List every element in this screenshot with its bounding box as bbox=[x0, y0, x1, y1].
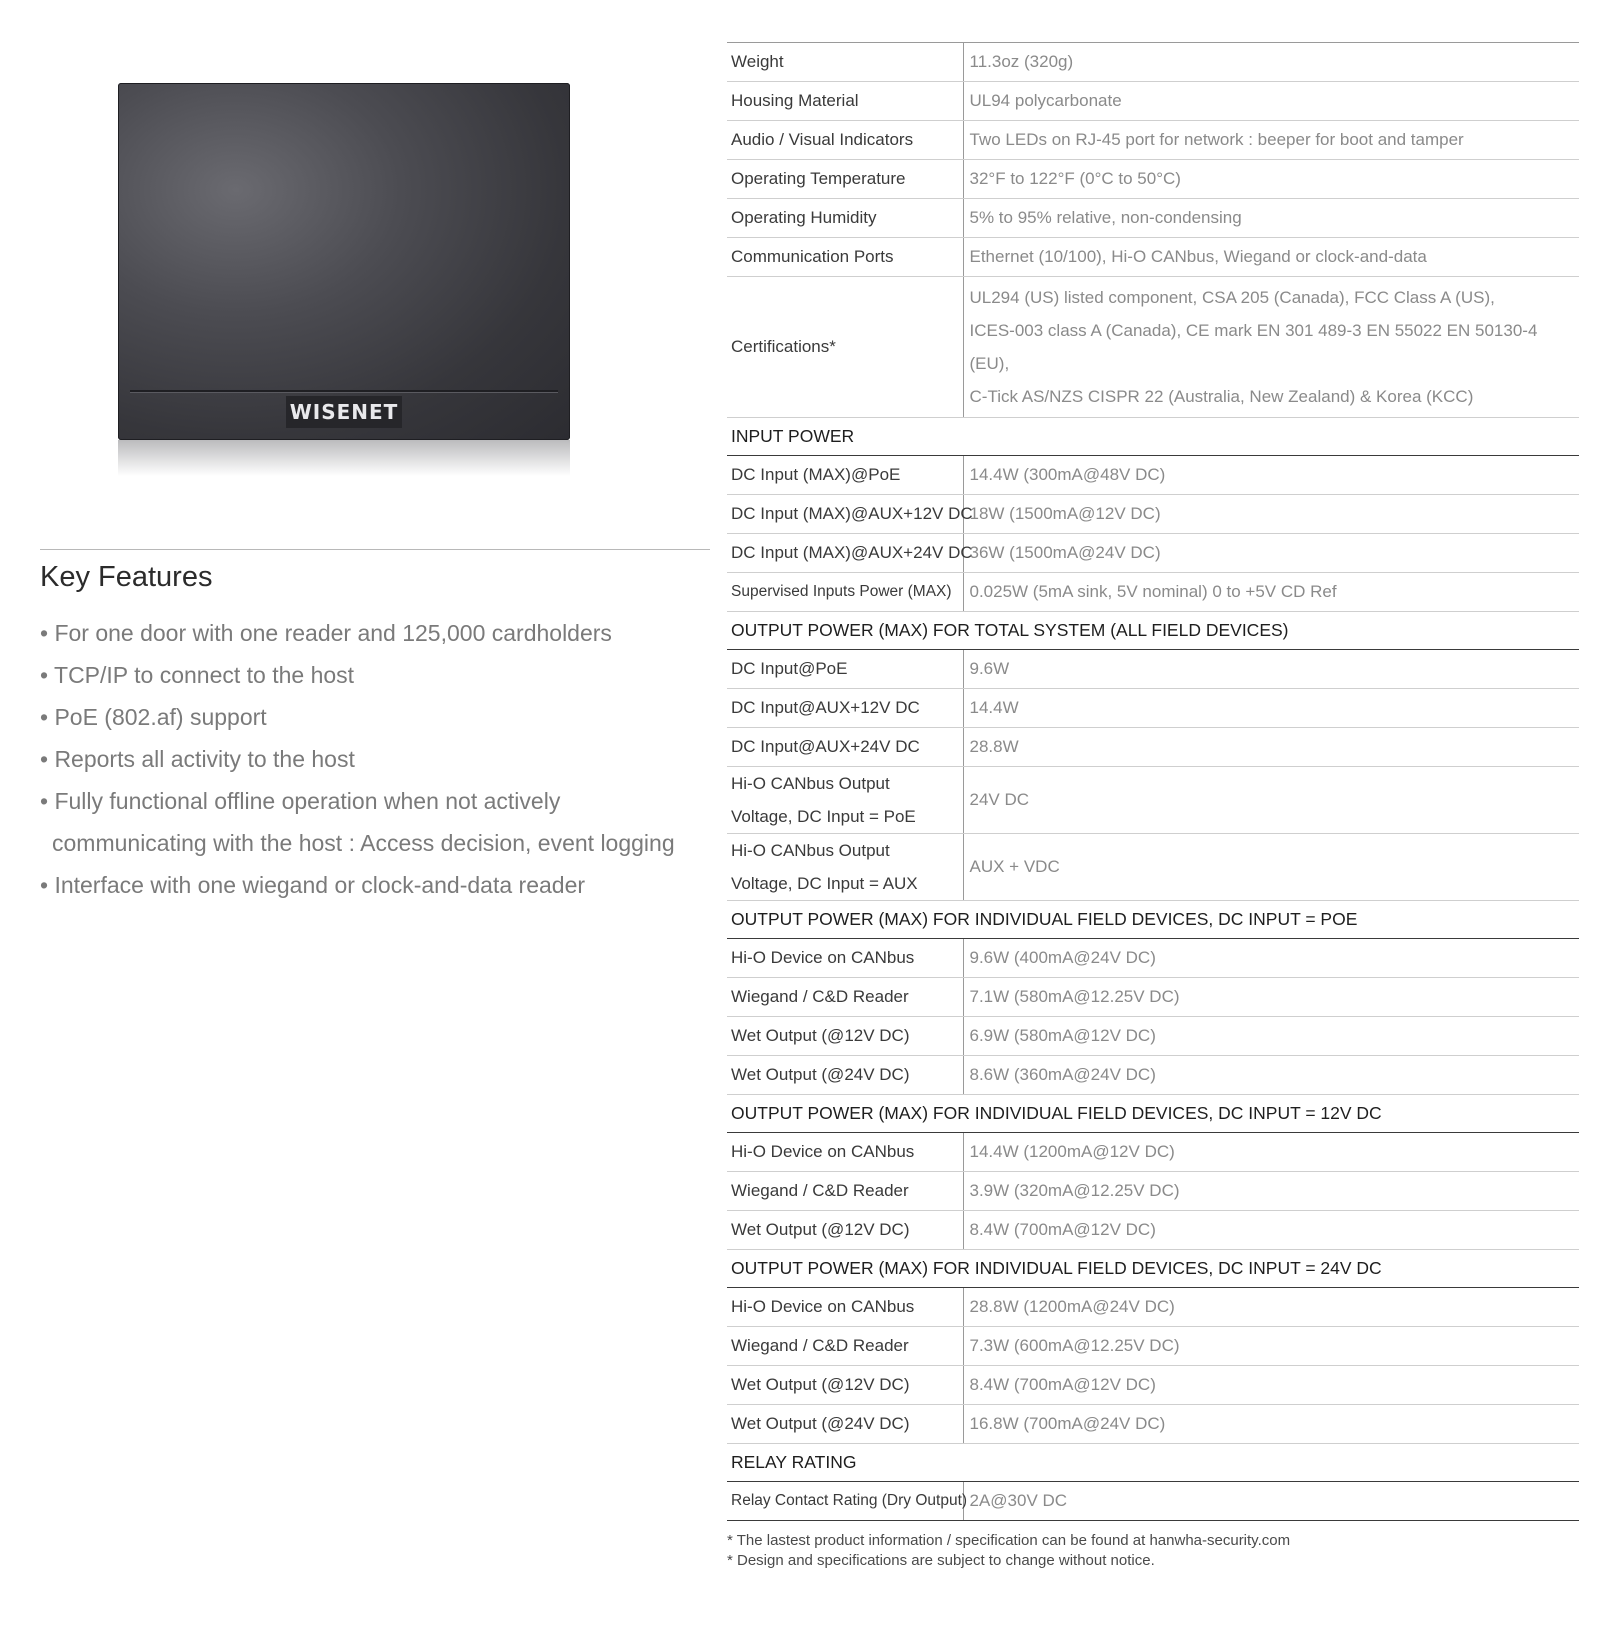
spec-value: 28.8W bbox=[963, 728, 1579, 767]
spec-label: Housing Material bbox=[727, 82, 963, 121]
spec-value: 5% to 95% relative, non-condensing bbox=[963, 199, 1579, 238]
section-title: INPUT POWER bbox=[727, 418, 1579, 456]
left-column bbox=[40, 0, 710, 1632]
spec-value: 8.6W (360mA@24V DC) bbox=[963, 1056, 1579, 1095]
table-row bbox=[727, 1211, 1579, 1250]
section-header-row bbox=[727, 901, 1579, 939]
spec-label: Wiegand / C&D Reader bbox=[727, 1172, 963, 1211]
spec-value: 2A@30V DC bbox=[963, 1482, 1579, 1521]
spec-value: 9.6W bbox=[963, 650, 1579, 689]
table-row bbox=[727, 1366, 1579, 1405]
spec-label: Relay Contact Rating (Dry Output) bbox=[727, 1482, 963, 1521]
spec-label: Wiegand / C&D Reader bbox=[727, 978, 963, 1017]
spec-value: 14.4W (1200mA@12V DC) bbox=[963, 1133, 1579, 1172]
table-row bbox=[727, 238, 1579, 277]
section-header-row bbox=[727, 612, 1579, 650]
spec-table bbox=[727, 42, 1579, 1521]
section-title: RELAY RATING bbox=[727, 1444, 1579, 1482]
spec-value: 11.3oz (320g) bbox=[963, 43, 1579, 82]
spec-value: 28.8W (1200mA@24V DC) bbox=[963, 1288, 1579, 1327]
cert-line: C-Tick AS/NZS CISPR 22 (Australia, New Zealand) & Korea (KCC) bbox=[969, 387, 1474, 406]
spec-label: Operating Humidity bbox=[727, 199, 963, 238]
spec-label: Audio / Visual Indicators bbox=[727, 121, 963, 160]
spec-label bbox=[727, 834, 963, 901]
section-title: OUTPUT POWER (MAX) FOR INDIVIDUAL FIELD DEVICES, DC INPUT = 24V DC bbox=[727, 1250, 1579, 1288]
spec-value: 18W (1500mA@12V DC) bbox=[963, 495, 1579, 534]
key-features-title: Key Features bbox=[40, 561, 213, 593]
spec-label: Supervised Inputs Power (MAX) bbox=[727, 573, 963, 612]
section-header-row bbox=[727, 1444, 1579, 1482]
spec-label: Wiegand / C&D Reader bbox=[727, 1327, 963, 1366]
cert-line: UL294 (US) listed component, CSA 205 (Canada), FCC Class A (US), bbox=[969, 288, 1495, 307]
table-row bbox=[727, 1288, 1579, 1327]
section-header-row bbox=[727, 1250, 1579, 1288]
table-row bbox=[727, 834, 1579, 901]
spec-label: Wet Output (@24V DC) bbox=[727, 1405, 963, 1444]
table-row bbox=[727, 689, 1579, 728]
spec-label: Communication Ports bbox=[727, 238, 963, 277]
table-row bbox=[727, 1327, 1579, 1366]
label-line: Hi-O CANbus Output bbox=[731, 841, 890, 860]
spec-label: Weight bbox=[727, 43, 963, 82]
section-title: OUTPUT POWER (MAX) FOR TOTAL SYSTEM (ALL FIELD DEVICES) bbox=[727, 612, 1579, 650]
label-line: Voltage, DC Input = AUX bbox=[731, 874, 918, 893]
table-row bbox=[727, 495, 1579, 534]
table-row bbox=[727, 1133, 1579, 1172]
spec-label: Hi-O Device on CANbus bbox=[727, 939, 963, 978]
table-row bbox=[727, 1056, 1579, 1095]
table-row bbox=[727, 82, 1579, 121]
wisenet-logo: WISENET bbox=[286, 396, 402, 428]
table-row bbox=[727, 277, 1579, 418]
feature-item: • For one door with one reader and 125,000 cardholders bbox=[40, 620, 612, 646]
feature-item: • PoE (802.af) support bbox=[40, 704, 267, 730]
feature-item: • TCP/IP to connect to the host bbox=[40, 662, 355, 688]
spec-value: 7.3W (600mA@12.25V DC) bbox=[963, 1327, 1579, 1366]
table-row bbox=[727, 1482, 1579, 1521]
spec-value: 36W (1500mA@24V DC) bbox=[963, 534, 1579, 573]
spec-label: Hi-O Device on CANbus bbox=[727, 1288, 963, 1327]
feature-item: • Reports all activity to the host bbox=[40, 746, 355, 772]
spec-value bbox=[963, 277, 1579, 418]
section-title: OUTPUT POWER (MAX) FOR INDIVIDUAL FIELD DEVICES, DC INPUT = POE bbox=[727, 901, 1579, 939]
spec-label: DC Input (MAX)@AUX+12V DC bbox=[727, 495, 963, 534]
footnotes bbox=[727, 1531, 1579, 1571]
table-row bbox=[727, 939, 1579, 978]
label-line: Hi-O CANbus Output bbox=[731, 774, 890, 793]
spec-value: 3.9W (320mA@12.25V DC) bbox=[963, 1172, 1579, 1211]
spec-value: Ethernet (10/100), Hi-O CANbus, Wiegand or clock-and-data bbox=[963, 238, 1579, 277]
feature-item: • Fully functional offline operation when not actively communicating with the host : Access decision, event logging bbox=[40, 788, 675, 856]
spec-value: 9.6W (400mA@24V DC) bbox=[963, 939, 1579, 978]
spec-value: 8.4W (700mA@12V DC) bbox=[963, 1366, 1579, 1405]
section-header-row bbox=[727, 1095, 1579, 1133]
spec-value: 24V DC bbox=[963, 767, 1579, 834]
section-header-row bbox=[727, 418, 1579, 456]
section-divider bbox=[40, 549, 710, 550]
table-row bbox=[727, 534, 1579, 573]
spec-value: 32°F to 122°F (0°C to 50°C) bbox=[963, 160, 1579, 199]
table-row bbox=[727, 650, 1579, 689]
spec-label: Wet Output (@12V DC) bbox=[727, 1211, 963, 1250]
cert-line: ICES-003 class A (Canada), CE mark EN 301 489-3 EN 55022 EN 50130-4 (EU), bbox=[969, 321, 1538, 373]
footnote: * The lastest product information / specification can be found at hanwha-security.com bbox=[727, 1532, 1291, 1549]
footnote: * Design and specifications are subject to change without notice. bbox=[727, 1552, 1155, 1569]
spec-label: Hi-O Device on CANbus bbox=[727, 1133, 963, 1172]
key-features-list bbox=[40, 612, 702, 906]
spec-label: Wet Output (@12V DC) bbox=[727, 1366, 963, 1405]
table-row bbox=[727, 199, 1579, 238]
spec-value: Two LEDs on RJ-45 port for network : beeper for boot and tamper bbox=[963, 121, 1579, 160]
table-row bbox=[727, 1405, 1579, 1444]
device-ridge bbox=[130, 390, 558, 393]
spec-label: DC Input@AUX+12V DC bbox=[727, 689, 963, 728]
table-row bbox=[727, 573, 1579, 612]
table-row bbox=[727, 160, 1579, 199]
spec-label bbox=[727, 767, 963, 834]
device-reflection bbox=[118, 440, 570, 476]
spec-column bbox=[727, 42, 1579, 1571]
table-row bbox=[727, 121, 1579, 160]
table-row bbox=[727, 767, 1579, 834]
table-row bbox=[727, 43, 1579, 82]
product-image bbox=[118, 83, 570, 473]
table-row bbox=[727, 728, 1579, 767]
table-row bbox=[727, 456, 1579, 495]
spec-label: Wet Output (@12V DC) bbox=[727, 1017, 963, 1056]
access-controller-device bbox=[118, 83, 570, 440]
spec-label: Certifications* bbox=[727, 277, 963, 418]
spec-value: 16.8W (700mA@24V DC) bbox=[963, 1405, 1579, 1444]
spec-label: DC Input (MAX)@PoE bbox=[727, 456, 963, 495]
table-row bbox=[727, 1017, 1579, 1056]
spec-label: Operating Temperature bbox=[727, 160, 963, 199]
spec-value: 8.4W (700mA@12V DC) bbox=[963, 1211, 1579, 1250]
spec-value: 14.4W (300mA@48V DC) bbox=[963, 456, 1579, 495]
spec-label: DC Input@AUX+24V DC bbox=[727, 728, 963, 767]
section-title: OUTPUT POWER (MAX) FOR INDIVIDUAL FIELD DEVICES, DC INPUT = 12V DC bbox=[727, 1095, 1579, 1133]
feature-item: • Interface with one wiegand or clock-and-data reader bbox=[40, 872, 586, 898]
spec-label: DC Input (MAX)@AUX+24V DC bbox=[727, 534, 963, 573]
spec-value: 6.9W (580mA@12V DC) bbox=[963, 1017, 1579, 1056]
spec-label: DC Input@PoE bbox=[727, 650, 963, 689]
table-row bbox=[727, 1172, 1579, 1211]
spec-label: Wet Output (@24V DC) bbox=[727, 1056, 963, 1095]
table-row bbox=[727, 978, 1579, 1017]
spec-value: 14.4W bbox=[963, 689, 1579, 728]
spec-value: AUX + VDC bbox=[963, 834, 1579, 901]
label-line: Voltage, DC Input = PoE bbox=[731, 807, 916, 826]
spec-value: 7.1W (580mA@12.25V DC) bbox=[963, 978, 1579, 1017]
spec-value: UL94 polycarbonate bbox=[963, 82, 1579, 121]
spec-value: 0.025W (5mA sink, 5V nominal) 0 to +5V CD Ref bbox=[963, 573, 1579, 612]
